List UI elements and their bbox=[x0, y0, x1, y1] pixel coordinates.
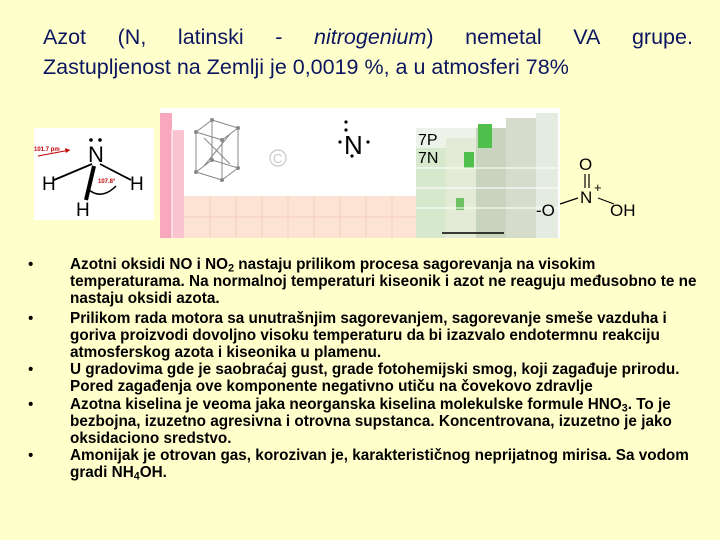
nitric-acid-structure bbox=[530, 150, 650, 225]
title-word: (N, bbox=[117, 25, 147, 49]
title-word: nemetal bbox=[465, 25, 542, 49]
title-line-1 bbox=[43, 22, 693, 52]
hydroxyl-group: OH bbox=[610, 201, 636, 220]
title-word: Azot bbox=[43, 25, 87, 49]
lewis-nitrogen-symbol: N bbox=[344, 130, 363, 160]
nitrogen-center: N bbox=[580, 188, 593, 207]
bullet-text: Amonijak je otrovan gas, korozivan je, karakterističnog neprijatnog mirisa. Sa vodom gradi NH bbox=[70, 447, 689, 482]
bullet-list bbox=[28, 256, 700, 482]
subscript: 2 bbox=[228, 262, 235, 275]
title-word: VA bbox=[573, 25, 601, 49]
slide-title bbox=[43, 22, 693, 82]
bullet-item bbox=[28, 361, 700, 395]
bullet-item bbox=[28, 310, 700, 362]
oxygen-top: O bbox=[579, 155, 593, 174]
title-word: grupe. bbox=[631, 25, 693, 49]
subscript: 4 bbox=[133, 471, 140, 484]
bond-length-label: 101.7 pm bbox=[34, 147, 60, 153]
bullet-item bbox=[28, 256, 700, 308]
bullet-text: OH. bbox=[139, 464, 167, 482]
group-label-7p: 7P bbox=[418, 132, 438, 149]
bullet-text: Prilikom rada motora sa unutrašnjim sagorevanjem, sagorevanje smeše vazduha i goriva proizvodi dovoljno visoku temperaturu da bi izazvalo endotermnu reakciju atmosferskog azota i kiseonika u plamenu. bbox=[70, 309, 667, 362]
title-line-2: Zastupljenost na Zemlji je 0,0019 %, a u atmosferi 78% bbox=[43, 55, 569, 79]
title-word: latinski bbox=[177, 25, 244, 49]
faint-c-mark: C bbox=[273, 151, 283, 166]
bond-angle-label: 107.8° bbox=[98, 179, 116, 185]
nitrogen-atom: N bbox=[88, 142, 104, 167]
bullet-item bbox=[28, 396, 700, 448]
latin-name: nitrogenium bbox=[314, 25, 427, 49]
bullet-text: U gradovima gde je saobraćaj gust, grade fotohemijski smog, koji zagađuje prirodu. Pored zagađenja ove komponente negativno utiču na čovekovo zdravlje bbox=[70, 361, 680, 396]
positive-charge: + bbox=[594, 180, 602, 195]
subscript: 3 bbox=[621, 402, 628, 415]
hydrogen-atom: H bbox=[76, 200, 90, 220]
title-word: - bbox=[275, 25, 283, 49]
hydrogen-atom: H bbox=[42, 174, 56, 195]
bullet-item bbox=[28, 447, 700, 484]
bullet-text: nastaju prilikom procesa sagorevanja na visokim temperaturama. Na normalnoj temperaturi kiseonik i azot ne reaguju međusobno te ne nastaju oksidi azota. bbox=[70, 256, 697, 308]
title-word: ) bbox=[426, 25, 434, 49]
bullet-text: Azotni oksidi NO i NO bbox=[70, 256, 229, 273]
bullet-text: . To je bezbojna, izuzetno agresivna i otrovna supstanca. Koncentrovana, izuzetno je jako oksidaciono sredstvo. bbox=[70, 395, 672, 448]
ammonia-molecule-figure bbox=[34, 128, 154, 220]
group-label-7n: 7N bbox=[418, 150, 439, 167]
bullet-text: Azotna kiselina je veoma jaka neorganska kiselina molekulske formule HNO bbox=[70, 395, 622, 413]
hydrogen-atom: H bbox=[130, 174, 144, 195]
periodic-table-figure bbox=[160, 108, 560, 238]
oxygen-left: -O bbox=[536, 201, 555, 220]
title-latin-name bbox=[314, 22, 434, 52]
